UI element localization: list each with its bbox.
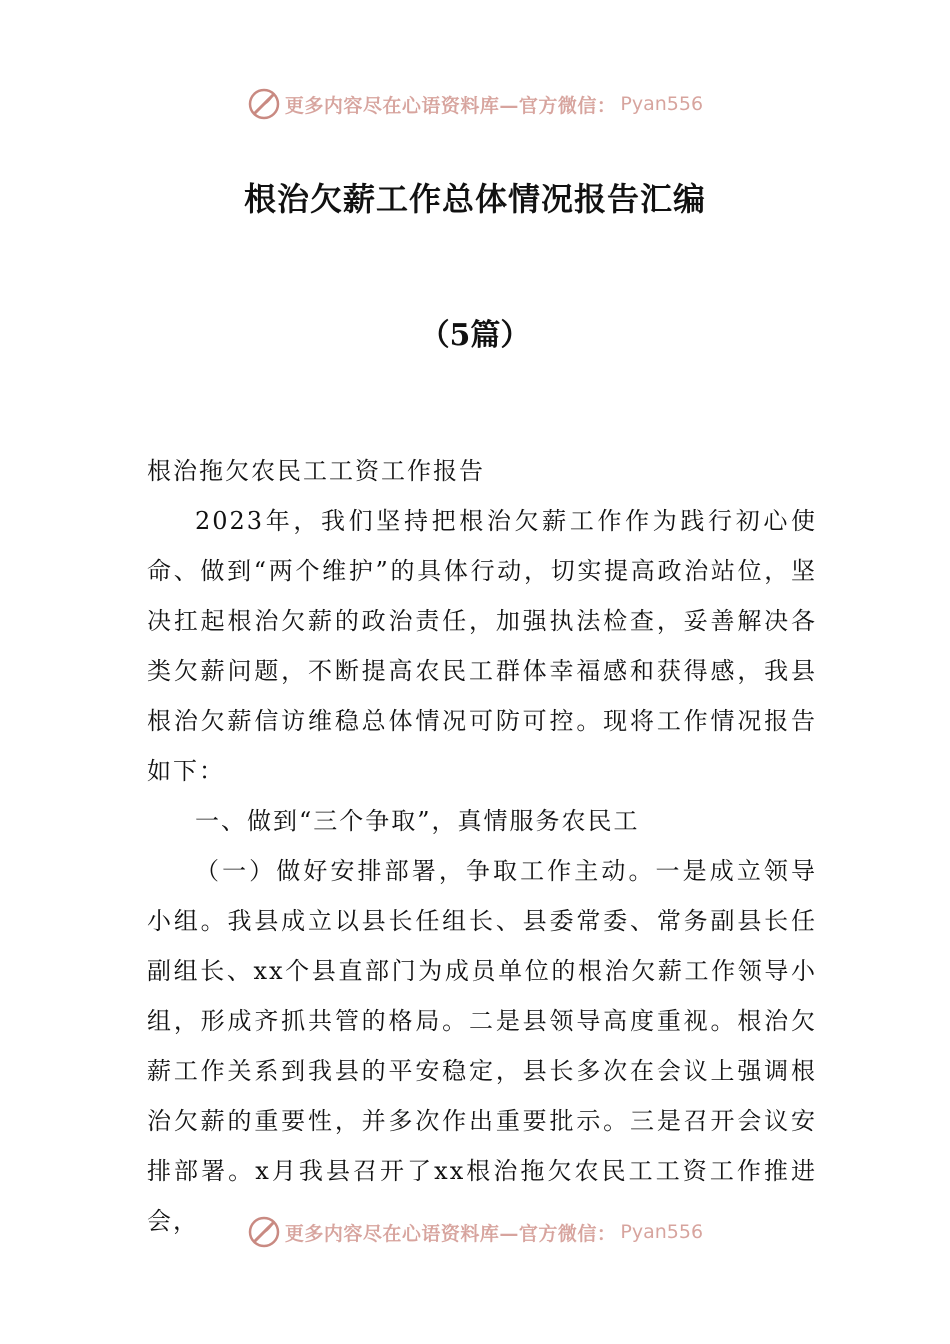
watermark-text: 更多内容尽在心语资料库—官方微信：: [284, 94, 617, 117]
document-body: [147, 446, 817, 1246]
section-heading: 一、做到“三个争取”，真情服务农民工: [195, 807, 640, 835]
paragraph-intro: 2023年，我们坚持把根治欠薪工作作为践行初心使命、做到“两个维护”的具体行动，切实提高政治站位，坚决扛起根治欠薪的政治责任，加强执法检查，妥善解决各类欠薪问题，不断提高农民工群体幸福感和获得感，我县根治欠薪信访维稳总体情况可防可控。现将工作情况报告如下：: [147, 507, 817, 785]
quill-logo-icon: [247, 87, 281, 121]
quill-logo-icon: [247, 1215, 281, 1249]
watermark-text: 更多内容尽在心语资料库—官方微信：: [284, 1222, 617, 1245]
watermark-wechat-id: Pyan556: [620, 1221, 704, 1243]
header-watermark: [0, 84, 950, 124]
watermark-wechat-id: Pyan556: [620, 93, 704, 115]
report-title: 根治拖欠农民工工资工作报告: [147, 457, 485, 485]
paragraph-section-1: （一）做好安排部署，争取工作主动。一是成立领导小组。我县成立以县长任组长、县委常委、常务副县长任副组长、xx个县直部门为成员单位的根治欠薪工作领导小组，形成齐抓共管的格局。二是县领导高度重视。根治欠薪工作关系到我县的平安稳定，县长多次在会议上强调根治欠薪的重要性，并多次作出重要批示。三是召开会议安排部署。x月我县召开了xx根治拖欠农民工工资工作推进会，: [147, 857, 817, 1235]
document-title: 根治欠薪工作总体情况报告汇编: [243, 180, 706, 218]
document-subtitle: （5篇）: [419, 318, 531, 353]
footer-watermark: [0, 1212, 950, 1252]
